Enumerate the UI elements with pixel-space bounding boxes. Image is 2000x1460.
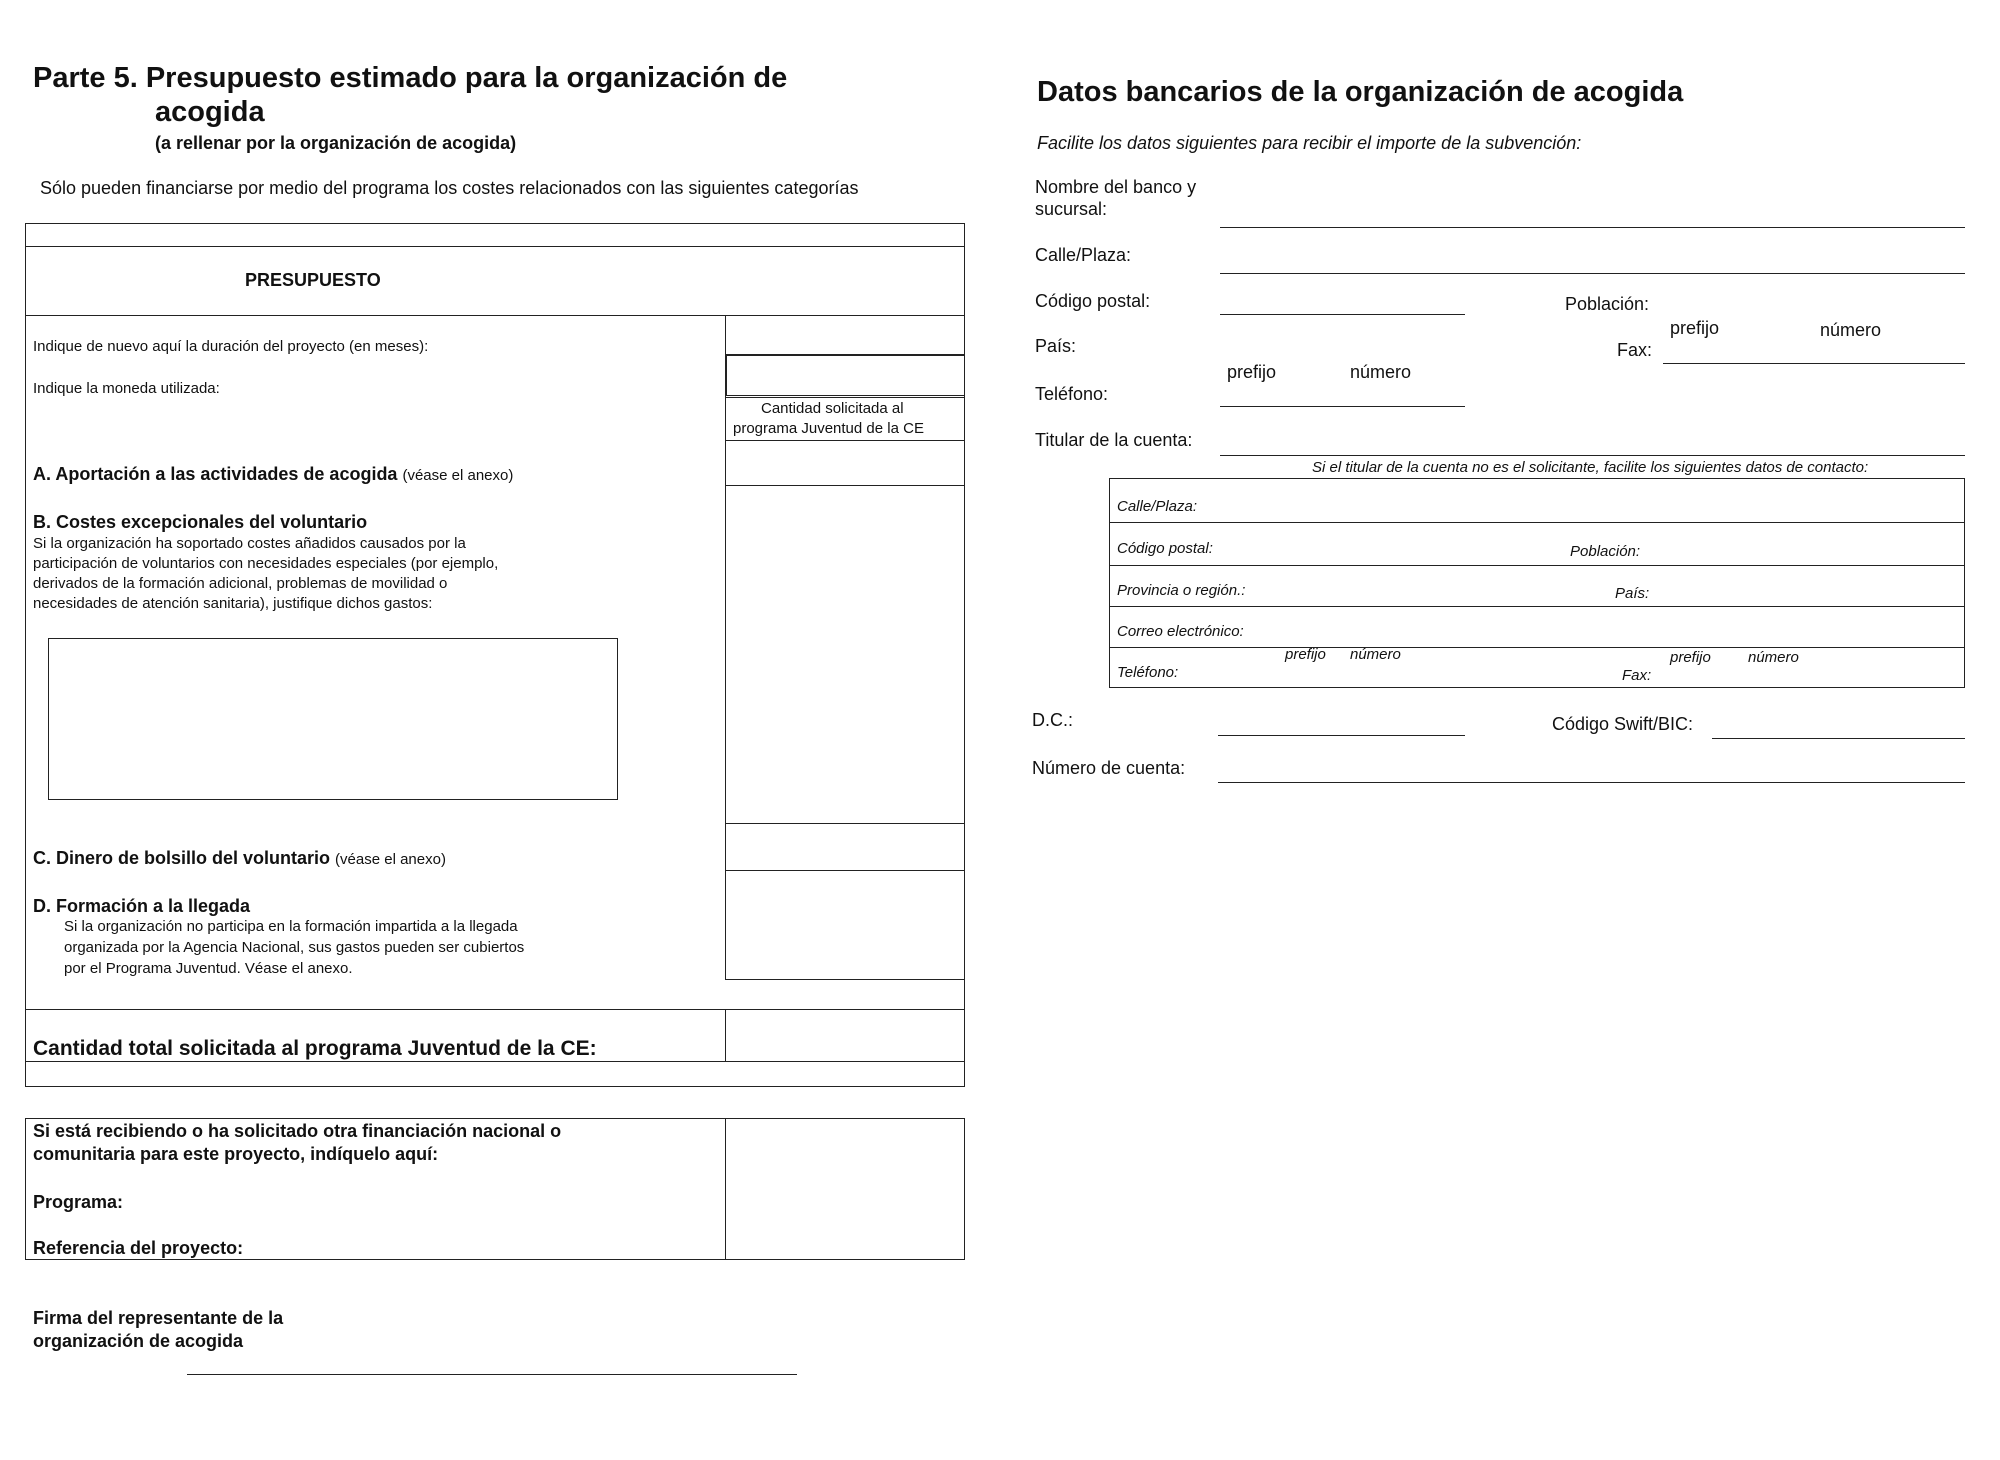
bank-details-title: Datos bancarios de la organización de acogida bbox=[1037, 76, 1684, 108]
programa-label: Programa: bbox=[33, 1192, 124, 1212]
contact-town-label: Población: bbox=[1570, 543, 1641, 560]
section-d-title: D. Formación a la llegada bbox=[33, 896, 251, 916]
section-b-justification-textarea[interactable] bbox=[48, 638, 618, 800]
page-title-continued: acogida bbox=[155, 96, 265, 128]
amount-header-continued: programa Juventud de la CE bbox=[733, 420, 924, 437]
currency-label: Indique la moneda utilizada: bbox=[33, 380, 220, 397]
other-funding-input[interactable] bbox=[726, 1119, 965, 1259]
fax-prefix-label: prefijo bbox=[1670, 318, 1720, 338]
account-holder-field[interactable] bbox=[1220, 455, 1965, 456]
section-c-note: (véase el anexo) bbox=[335, 851, 446, 868]
phone-number-label: número bbox=[1350, 362, 1412, 382]
table-divider bbox=[725, 870, 965, 871]
table-divider bbox=[25, 1061, 965, 1062]
fax-field[interactable] bbox=[1663, 363, 1965, 364]
contact-phone-number: número bbox=[1350, 646, 1401, 663]
referencia-label: Referencia del proyecto: bbox=[33, 1238, 244, 1258]
section-c-title: C. Dinero de bolsillo del voluntario bbox=[33, 848, 331, 868]
section-d-text: organizada por la Agencia Nacional, sus gastos pueden ser cubiertos bbox=[64, 939, 525, 956]
contact-divider bbox=[1109, 522, 1965, 523]
contact-postal-code-label: Código postal: bbox=[1117, 540, 1213, 557]
bank-name-field[interactable] bbox=[1220, 227, 1965, 228]
contact-phone-label: Teléfono: bbox=[1117, 664, 1179, 681]
fax-label: Fax: bbox=[1617, 340, 1653, 360]
table-divider bbox=[725, 823, 965, 824]
section-d-text: por el Programa Juventud. Véase el anexo. bbox=[64, 960, 353, 977]
other-funding-text: comunitaria para este proyecto, indíquelo aquí: bbox=[33, 1144, 439, 1164]
signature-line[interactable] bbox=[187, 1374, 797, 1375]
table-divider bbox=[25, 315, 965, 316]
swift-field[interactable] bbox=[1712, 738, 1965, 739]
signature-label-continued: organización de acogida bbox=[33, 1331, 244, 1351]
section-b-title: B. Costes excepcionales del voluntario bbox=[33, 512, 368, 532]
contact-email-label: Correo electrónico: bbox=[1117, 623, 1244, 640]
budget-header: PRESUPUESTO bbox=[245, 270, 381, 290]
section-b-amount-input[interactable] bbox=[726, 485, 965, 822]
contact-phone-prefix: prefijo bbox=[1285, 646, 1326, 663]
account-holder-note: Si el titular de la cuenta no es el solicitante, facilite los siguientes datos de contacto: bbox=[1312, 459, 1869, 476]
contact-region-label: Provincia o región.: bbox=[1117, 582, 1246, 599]
section-b-text: Si la organización ha soportado costes añadidos causados por la bbox=[33, 535, 466, 552]
other-funding-text: Si está recibiendo o ha solicitado otra financiación nacional o bbox=[33, 1121, 562, 1141]
section-b-text: derivados de la formación adicional, problemas de movilidad o bbox=[33, 575, 448, 592]
section-b-text: participación de voluntarios con necesidades especiales (por ejemplo, bbox=[33, 555, 499, 572]
section-d-text: Si la organización no participa en la formación impartida a la llegada bbox=[64, 918, 518, 935]
swift-label: Código Swift/BIC: bbox=[1552, 714, 1694, 734]
dc-field[interactable] bbox=[1218, 735, 1465, 736]
account-number-label: Número de cuenta: bbox=[1032, 758, 1186, 778]
contact-fax-label: Fax: bbox=[1622, 667, 1652, 684]
country-label: País: bbox=[1035, 336, 1077, 356]
street-field[interactable] bbox=[1220, 273, 1965, 274]
amount-header: Cantidad solicitada al bbox=[761, 400, 904, 417]
page-title: Parte 5. Presupuesto estimado para la organización de bbox=[33, 62, 788, 94]
table-divider bbox=[725, 440, 965, 441]
contact-country-label: País: bbox=[1615, 585, 1650, 602]
contact-street-label: Calle/Plaza: bbox=[1117, 498, 1198, 515]
signature-label: Firma del representante de la bbox=[33, 1308, 284, 1328]
total-amount-input[interactable] bbox=[726, 1010, 965, 1061]
duration-input[interactable] bbox=[726, 355, 965, 396]
page-subtitle: (a rellenar por la organización de acogida) bbox=[155, 133, 517, 153]
duration-label: Indique de nuevo aquí la duración del proyecto (en meses): bbox=[33, 338, 429, 355]
bank-name-label-continued: sucursal: bbox=[1035, 199, 1108, 219]
phone-label: Teléfono: bbox=[1035, 384, 1109, 404]
contact-divider bbox=[1109, 647, 1965, 648]
section-b-text: necesidades de atención sanitaria), justifique dichos gastos: bbox=[33, 595, 433, 612]
bank-details-instructions: Facilite los datos siguientes para recibir el importe de la subvención: bbox=[1037, 133, 1582, 153]
account-number-field[interactable] bbox=[1218, 782, 1965, 783]
dc-label: D.C.: bbox=[1032, 710, 1074, 730]
phone-prefix-label: prefijo bbox=[1227, 362, 1277, 382]
postal-code-field[interactable] bbox=[1220, 314, 1465, 315]
phone-field[interactable] bbox=[1220, 406, 1465, 407]
contact-divider bbox=[1109, 565, 1965, 566]
table-divider bbox=[25, 246, 965, 247]
section-a-note: (véase el anexo) bbox=[402, 467, 514, 484]
table-divider bbox=[725, 397, 965, 398]
fax-number-label: número bbox=[1820, 320, 1882, 340]
table-divider bbox=[725, 979, 965, 980]
intro-text: Sólo pueden financiarse por medio del programa los costes relacionados con las siguientes categorías bbox=[40, 178, 859, 198]
town-label: Población: bbox=[1565, 294, 1650, 314]
postal-code-label: Código postal: bbox=[1035, 291, 1151, 311]
account-holder-label: Titular de la cuenta: bbox=[1035, 430, 1193, 450]
total-label: Cantidad total solicitada al programa Juventud de la CE: bbox=[33, 1037, 597, 1060]
bank-name-label: Nombre del banco y bbox=[1035, 177, 1197, 197]
section-a-title: A. Aportación a las actividades de acogida bbox=[33, 464, 398, 484]
contact-fax-number: número bbox=[1748, 649, 1799, 666]
contact-fax-prefix: prefijo bbox=[1670, 649, 1711, 666]
contact-divider bbox=[1109, 606, 1965, 607]
street-label: Calle/Plaza: bbox=[1035, 245, 1132, 265]
